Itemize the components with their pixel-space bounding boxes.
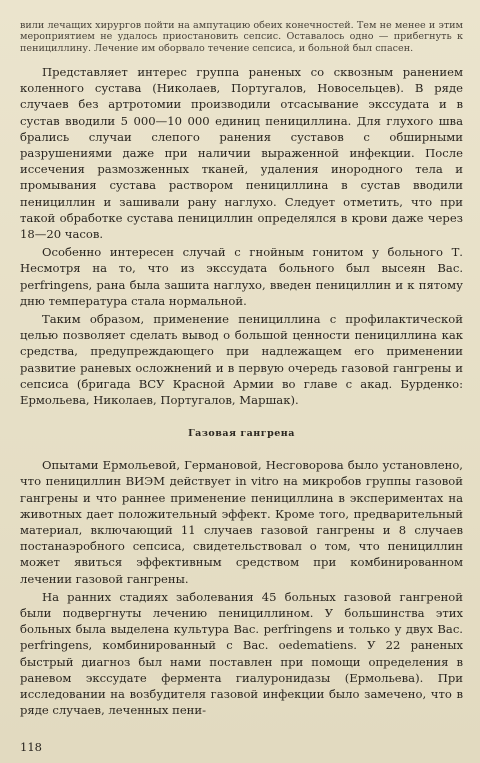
paragraph-knee-joint: Представляет интерес группа раненых со сквозным ранением коленного сустава (Николаев, Португалов, Новосельцев). В ряде случаев без артротомии производили отсасывание экссудата и в сустав вводили 5 000—10 000 единиц пенициллина. Для глухого шва брались случаи слепого ранения суставов с обширными разрушениями даже при наличии выраженной инфекции. После иссечения размозженных тканей, удаления инородного тела и промывания сустава раствором пенициллина в сустав вводили пенициллин и зашивали рану наглухо. Следует отметить, что при такой обработке сустава пенициллин определялся в крови даже через 18—20 часов. <box>20 64 463 241</box>
top-paragraph: вили лечащих хирургов пойти на ампутацию обеих конечностей. Тем не менее и этим мероприятием не удалось приостановить сепсис. Оставалось одно — прибегнуть к пенициллину. Лечение им оборвало течение сепсиса, и больной был спасен. <box>20 20 463 54</box>
paragraph-experiments: Опытами Ермольевой, Германовой, Несговорова было установлено, что пенициллин ВИЭМ действует in vitro на микробов группы газовой гангрены и что раннее применение пенициллина в экспериментах на животных дает положительный эффект. Кроме того, предварительный материал, включающий 11 случаев газовой гангрены и 8 случаев постанаэробного сепсиса, свидетельствовал о том, что пенициллин может явиться эффективным средством при комбинированном лечении газовой гангрены. <box>20 458 463 586</box>
page-number: 118 <box>20 740 42 754</box>
section-heading: Газовая гангрена <box>188 428 295 440</box>
paragraph-early-stages: На ранних стадиях заболевания 45 больных газовой гангреной были подвергнуты лечению пенициллином. У большинства этих больных была выделена культура Вас. perfringens и только у двух Вас. perfringens, комбинированный с Вас. oedematiens. У 22 раненых быстрый диагноз был нами поставлен при помощи определения в раневом экссудате фермента гиалуронидазы (Ермольева). При исследовании на возбудителя газовой инфекции было замечено, что в ряде случаев, леченных пени- <box>20 589 463 718</box>
paragraph-conclusion: Таким образом, применение пенициллина с профилактической целью позволяет сделать вывод о большой ценности пенициллина как средства, предупреждающего при надлежащем его применении развитие раневых осложнений и в первую очередь газовой гангрены и сепсиса (бригада ВСУ Красной Армии во главе с акад. Бурденко: Ермольева, Николаев, Португалов, Маршак). <box>20 311 463 407</box>
paragraph-gonitis-case: Особенно интересен случай с гнойным гонитом у больного Т. Несмотря на то, что из экссудата больного был высеян Вас. perfringens, рана была зашита наглухо, введен пенициллин и к пятому дню температура стала нормальной. <box>20 245 463 308</box>
